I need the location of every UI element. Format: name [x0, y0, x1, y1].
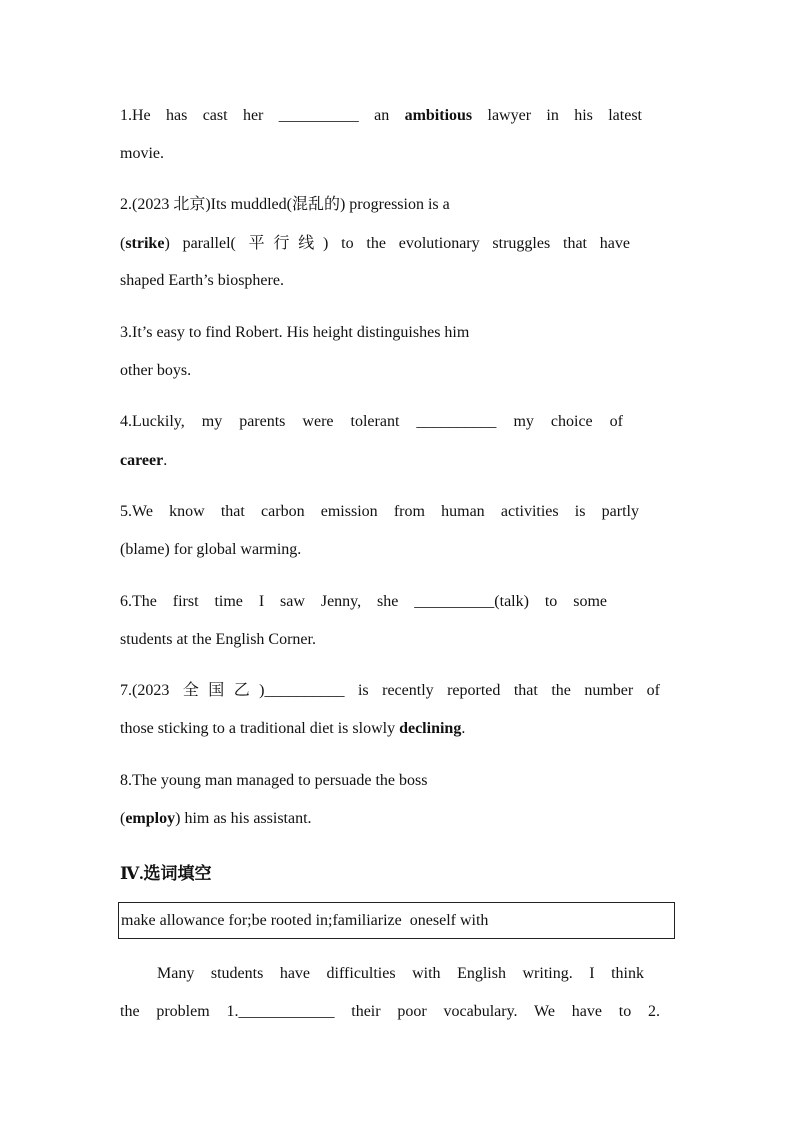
q7-blank: __________ [264, 682, 345, 699]
section-heading: Ⅳ.选词填空 [120, 864, 212, 883]
q4-line2: career. [120, 452, 168, 469]
q2-keyword: strike [125, 235, 165, 252]
q6-blank: __________ [414, 593, 495, 610]
q4-line1: 4.Luckily, my parents were tolerant __________ my choice of [120, 413, 623, 430]
q6-line2: students at the English Corner. [120, 631, 316, 648]
q3-line1: 3.It’s easy to find Robert. His height distinguishes him [120, 324, 470, 341]
q7-line2: those sticking to a traditional diet is slowly declining. [120, 720, 466, 737]
q1-line2: movie. [120, 145, 164, 162]
q4-blank: __________ [416, 413, 497, 430]
q1-keyword: ambitious [404, 107, 473, 124]
q4-keyword: career [120, 452, 164, 469]
q8-line1: 8.The young man managed to persuade the boss [120, 772, 428, 789]
passage-line2: the problem 1.____________ their poor vocabulary. We have to 2. [120, 1003, 661, 1020]
passage-blank: ____________ [238, 1003, 335, 1020]
q7-line1: 7.(2023 全国乙)__________ is recently reported that the number of [120, 682, 660, 699]
q3-line2: other boys. [120, 362, 192, 379]
q2-line1: 2.(2023 北京)Its muddled(混乱的) progression is a [120, 196, 450, 213]
word-box [118, 902, 675, 939]
q2-line3: shaped Earth’s biosphere. [120, 272, 284, 289]
q8-keyword: employ [125, 810, 176, 827]
word-box-text: make allowance for;be rooted in;familiarize oneself with [121, 912, 489, 929]
q5-line2: (blame) for global warming. [120, 541, 302, 558]
q7-keyword: declining [399, 720, 462, 737]
q1-blank: __________ [278, 107, 359, 124]
q1-line1: 1.He has cast her __________ an ambitious lawyer in his latest [120, 107, 642, 124]
passage-line1: Many students have difficulties with English writing. I think [157, 965, 644, 982]
q5-line1: 5.We know that carbon emission from human activities is partly [120, 503, 639, 520]
q6-line1: 6.The first time I saw Jenny, she __________(talk) to some [120, 593, 607, 610]
q2-line2: (strike) parallel( 平行线) to the evolutionary struggles that have [120, 235, 630, 252]
q8-line2: (employ) him as his assistant. [120, 810, 312, 827]
